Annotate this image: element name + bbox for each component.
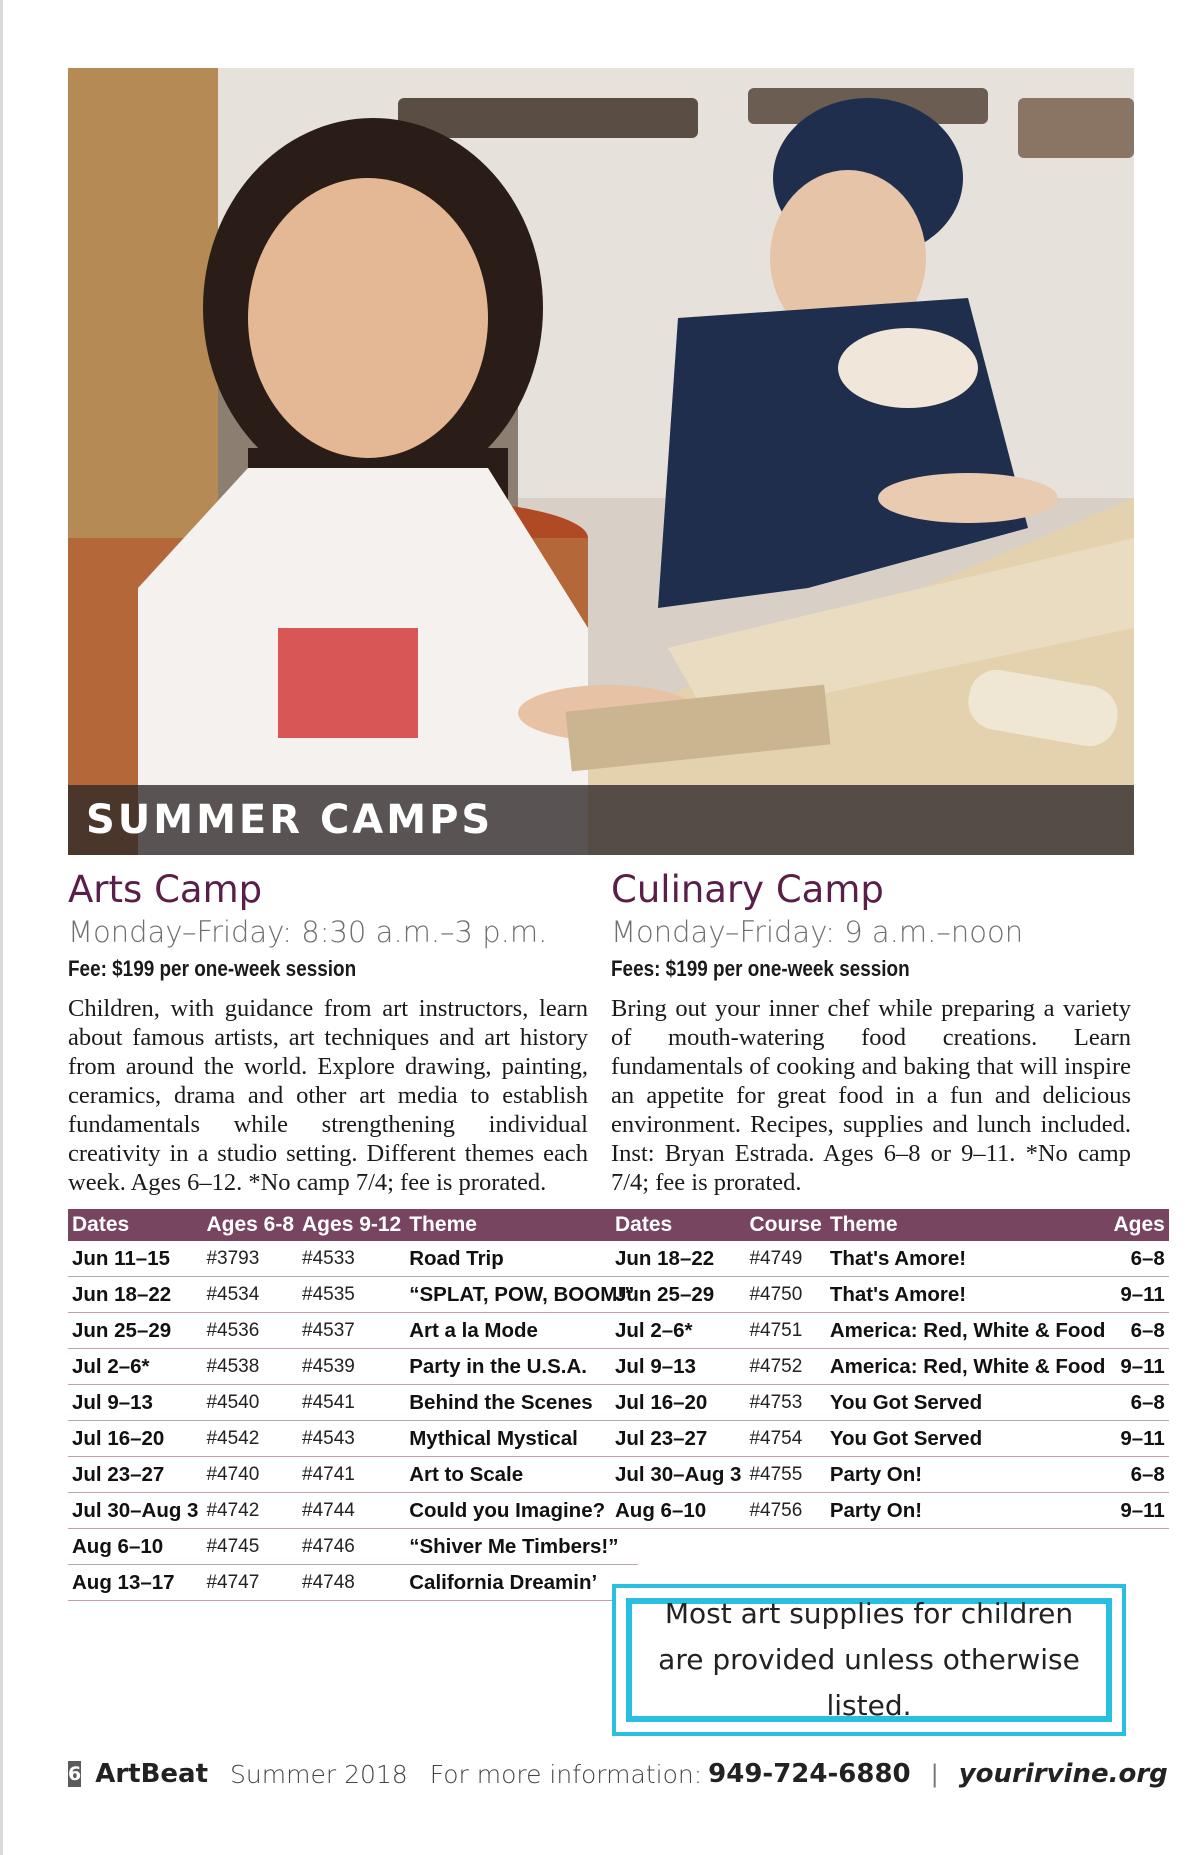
header-ages-6-8: Ages 6-8 (202, 1209, 298, 1241)
table-cell: #3793 (202, 1241, 298, 1277)
header-course: Course (745, 1209, 825, 1241)
table-row (611, 1421, 1169, 1457)
table-cell: Aug 6–10 (68, 1529, 202, 1565)
table-row (611, 1385, 1169, 1421)
table-cell: Jun 18–22 (611, 1241, 745, 1277)
table-cell: Jun 25–29 (68, 1313, 202, 1349)
table-cell: #4752 (745, 1349, 825, 1385)
table-cell: #4753 (745, 1385, 825, 1421)
table-cell: Jul 23–27 (611, 1421, 745, 1457)
table-cell: #4536 (202, 1313, 298, 1349)
table-cell: #4750 (745, 1277, 825, 1313)
table-cell: #4755 (745, 1457, 825, 1493)
table-row (68, 1421, 638, 1457)
table-cell: Jul 23–27 (68, 1457, 202, 1493)
table-cell: #4749 (745, 1241, 825, 1277)
table-cell: #4747 (202, 1565, 298, 1601)
table-row (68, 1529, 638, 1565)
table-cell: Art a la Mode (405, 1313, 638, 1349)
table-cell: #4543 (298, 1421, 405, 1457)
hero-banner (68, 785, 1134, 855)
table-cell: That's Amore! (826, 1277, 1110, 1313)
supplies-note-box (612, 1584, 1126, 1736)
more-info-label: For more information: (429, 1759, 703, 1789)
table-cell: Jul 30–Aug 3 (611, 1457, 745, 1493)
table-row (611, 1493, 1169, 1529)
table-cell: Jul 2–6* (68, 1349, 202, 1385)
table-cell: 6–8 (1109, 1457, 1168, 1493)
header-dates: Dates (611, 1209, 745, 1241)
arts-camp-schedule: Monday–Friday: 8:30 a.m.–3 p.m. (68, 915, 548, 949)
culinary-camp-description: Bring out your inner chef while preparing a variety of mouth-watering food creations. Learn fundamentals of cooking and baking that will inspire an appetite for great food in a fun and delicious environment. Recipes, supplies and lunch included. Inst: Bryan Estrada. Ages 6–8 or 9–11. *No camp 7/4; fee is prorated. (611, 995, 1131, 1196)
table-cell: Road Trip (405, 1241, 638, 1277)
table-cell: Behind the Scenes (405, 1385, 638, 1421)
table-cell: Aug 13–17 (68, 1565, 202, 1601)
table-row (611, 1277, 1169, 1313)
table-row (611, 1457, 1169, 1493)
table-row (68, 1277, 638, 1313)
table-cell: 6–8 (1109, 1313, 1168, 1349)
table-cell: #4746 (298, 1529, 405, 1565)
supplies-note-inner (626, 1598, 1112, 1722)
season-label: Summer 2018 (230, 1759, 408, 1789)
table-cell: #4542 (202, 1421, 298, 1457)
table-cell: #4744 (298, 1493, 405, 1529)
table-cell: Party On! (826, 1457, 1110, 1493)
table-cell: America: Red, White & Food (826, 1313, 1110, 1349)
table-cell: You Got Served (826, 1421, 1110, 1457)
arts-camp-fee: Fee: $199 per one-week session (68, 956, 357, 981)
page-footer (68, 1757, 1168, 1791)
table-row (68, 1493, 638, 1529)
table-cell: Jul 9–13 (611, 1349, 745, 1385)
table-cell: California Dreamin’ (405, 1565, 638, 1601)
table-header-row (611, 1209, 1169, 1241)
culinary-camp-section (611, 868, 1165, 1529)
header-dates: Dates (68, 1209, 202, 1241)
table-cell: Mythical Mystical (405, 1421, 638, 1457)
table-cell: Party in the U.S.A. (405, 1349, 638, 1385)
table-cell: Jun 11–15 (68, 1241, 202, 1277)
table-row (68, 1457, 638, 1493)
table-cell: You Got Served (826, 1385, 1110, 1421)
table-cell: #4756 (745, 1493, 825, 1529)
table-cell: 6–8 (1109, 1241, 1168, 1277)
table-cell: Jul 9–13 (68, 1385, 202, 1421)
header-theme: Theme (405, 1209, 638, 1241)
header-ages: Ages (1109, 1209, 1168, 1241)
table-row (611, 1241, 1169, 1277)
table-cell: Jul 2–6* (611, 1313, 745, 1349)
table-cell: America: Red, White & Food (826, 1349, 1110, 1385)
table-row (611, 1349, 1169, 1385)
table-cell: #4534 (202, 1277, 298, 1313)
hero-photo (68, 68, 1134, 855)
table-cell: Party On! (826, 1493, 1110, 1529)
header-theme: Theme (826, 1209, 1110, 1241)
table-cell: Art to Scale (405, 1457, 638, 1493)
table-cell: Jun 18–22 (68, 1277, 202, 1313)
arts-camp-table (68, 1209, 638, 1601)
supplies-note-text: Most art supplies for children are provided unless otherwise listed. (658, 1597, 1080, 1722)
table-cell: 9–11 (1109, 1421, 1168, 1457)
table-cell: 9–11 (1109, 1349, 1168, 1385)
header-ages-9-12: Ages 9-12 (298, 1209, 405, 1241)
table-cell: #4537 (298, 1313, 405, 1349)
table-cell: #4745 (202, 1529, 298, 1565)
culinary-camp-schedule: Monday–Friday: 9 a.m.–noon (611, 915, 1024, 949)
table-row (611, 1313, 1169, 1349)
table-row (68, 1349, 638, 1385)
table-cell: 6–8 (1109, 1385, 1168, 1421)
table-cell: “SPLAT, POW, BOOM!” (405, 1277, 638, 1313)
footer-separator: | (930, 1760, 939, 1788)
culinary-camp-title: Culinary Camp (611, 868, 884, 911)
table-cell: #4539 (298, 1349, 405, 1385)
table-row (68, 1241, 638, 1277)
table-cell: 9–11 (1109, 1493, 1168, 1529)
brand-name: ArtBeat (95, 1759, 209, 1789)
phone-number[interactable]: 949-724-6880 (708, 1759, 911, 1789)
table-cell: Jun 25–29 (611, 1277, 745, 1313)
table-cell: #4541 (298, 1385, 405, 1421)
culinary-camp-fee: Fees: $199 per one-week session (611, 956, 910, 981)
table-cell: #4740 (202, 1457, 298, 1493)
table-row (68, 1313, 638, 1349)
table-cell: Jul 30–Aug 3 (68, 1493, 202, 1529)
table-row (68, 1565, 638, 1601)
table-cell: Jul 16–20 (68, 1421, 202, 1457)
table-cell: That's Amore! (826, 1241, 1110, 1277)
page-title: SUMMER CAMPS (86, 797, 494, 843)
table-cell: #4535 (298, 1277, 405, 1313)
table-cell: #4751 (745, 1313, 825, 1349)
page-number: 6 (68, 1763, 82, 1785)
website-link[interactable]: yourirvine.org (958, 1759, 1168, 1789)
table-cell: 9–11 (1109, 1277, 1168, 1313)
table-cell: #4538 (202, 1349, 298, 1385)
culinary-camp-table (611, 1209, 1169, 1529)
table-cell: Aug 6–10 (611, 1493, 745, 1529)
hero-illustration (68, 68, 1134, 855)
page-edge (0, 0, 3, 1855)
arts-camp-section (68, 868, 635, 1601)
table-cell: “Shiver Me Timbers!” (405, 1529, 638, 1565)
table-row (68, 1385, 638, 1421)
table-cell: #4748 (298, 1565, 405, 1601)
table-cell: #4741 (298, 1457, 405, 1493)
table-cell: #4540 (202, 1385, 298, 1421)
table-cell: Could you Imagine? (405, 1493, 638, 1529)
table-header-row (68, 1209, 638, 1241)
table-cell: #4742 (202, 1493, 298, 1529)
arts-camp-description: Children, with guidance from art instructors, learn about famous artists, art techniques and art history from around the world. Explore drawing, painting, ceramics, drama and other art media to establish fundamentals while strengthening individual creativity in a studio setting. Different themes each week. Ages 6–12. *No camp 7/4; fee is prorated. (68, 995, 588, 1196)
table-cell: #4754 (745, 1421, 825, 1457)
arts-camp-title: Arts Camp (68, 868, 263, 911)
table-cell: #4533 (298, 1241, 405, 1277)
table-cell: Jul 16–20 (611, 1385, 745, 1421)
